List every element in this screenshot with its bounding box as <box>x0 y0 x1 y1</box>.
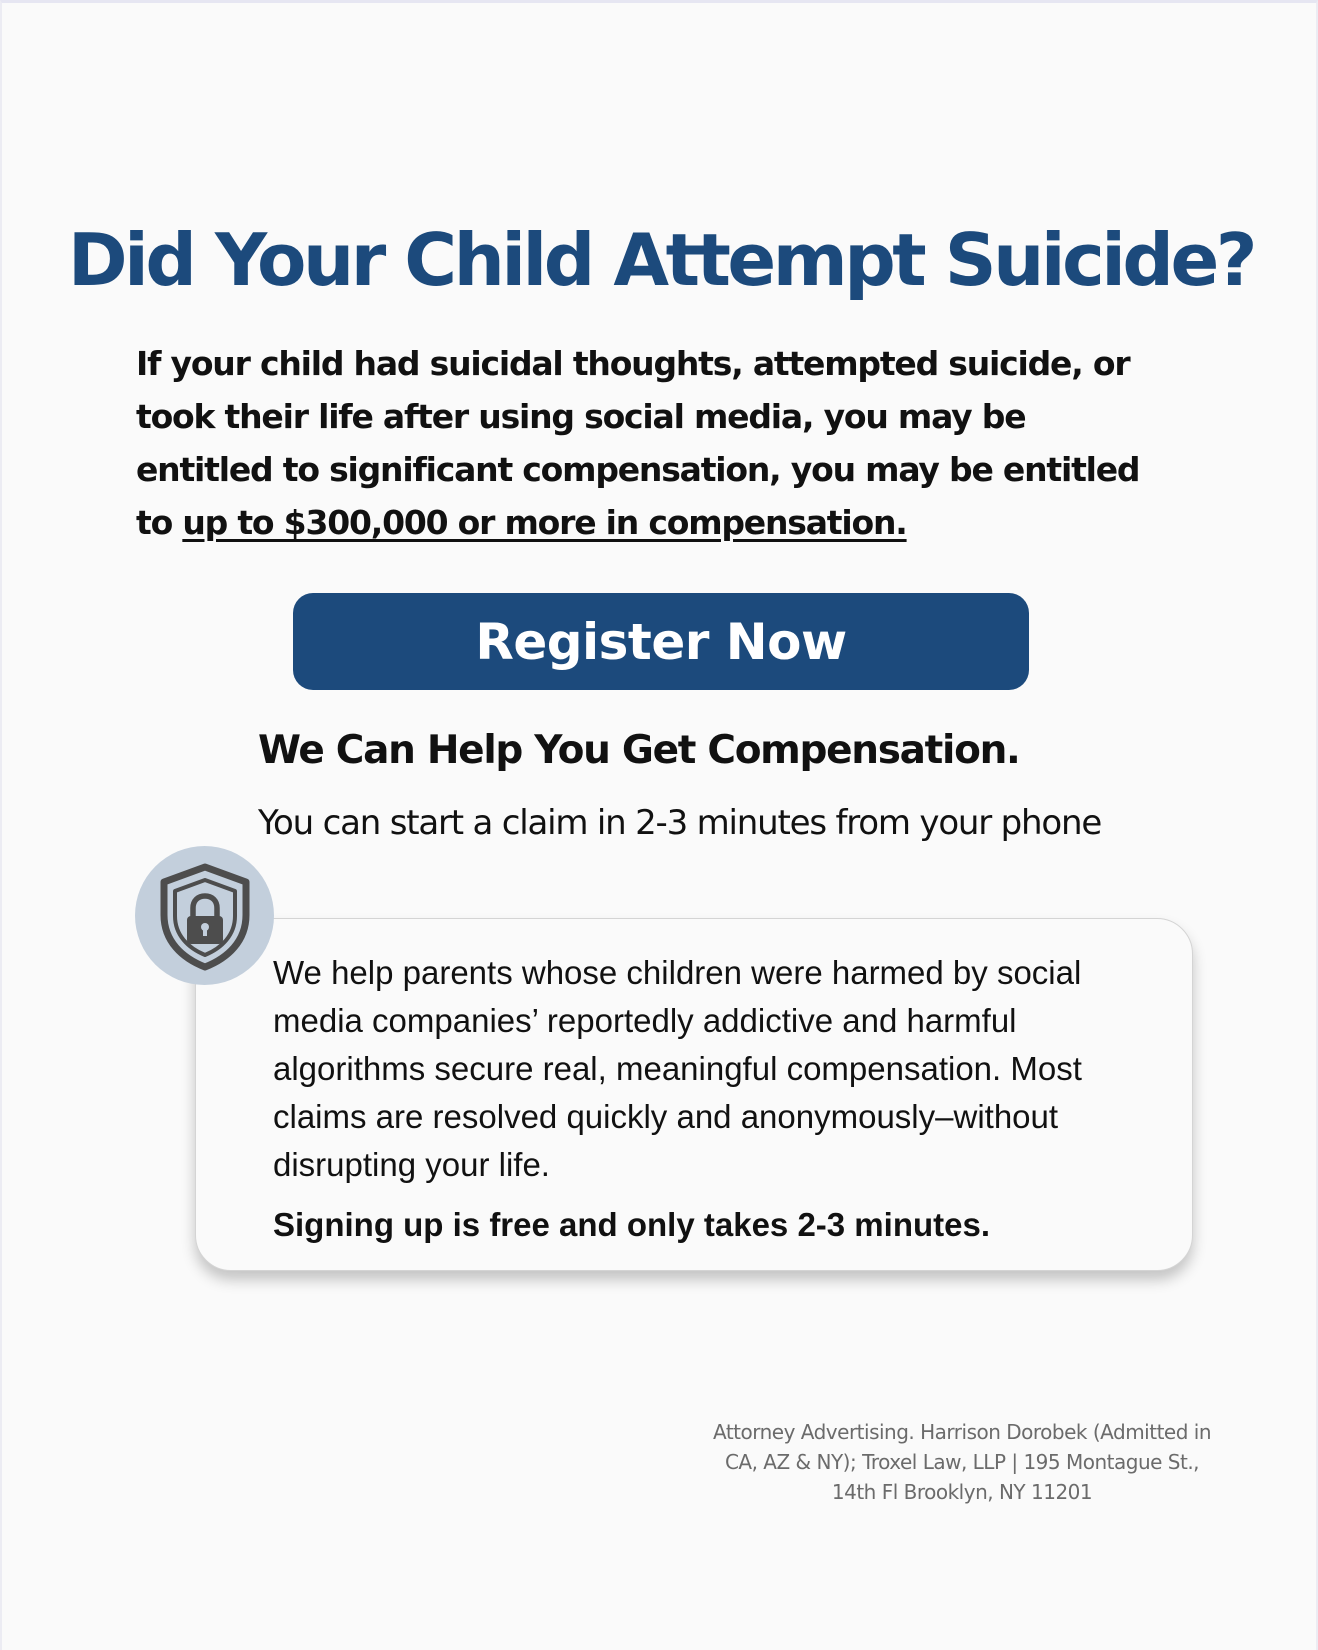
info-card-body: We help parents whose children were harmed by social media companies’ reportedly addictive and harmful algorithms secure real, meaningful compensation. Most claims are resolved quickly and anonymously–without disrupting your life. <box>273 954 1082 1183</box>
info-card <box>195 918 1193 1271</box>
intro-paragraph <box>136 337 1166 549</box>
subline: You can start a claim in 2-3 minutes from your phone <box>258 803 1102 843</box>
register-now-button[interactable]: Register Now <box>293 593 1029 690</box>
shield-badge <box>135 846 274 985</box>
headline: Did Your Child Attempt Suicide? <box>67 218 1255 302</box>
compensation-highlight: up to $300,000 or more in compensation. <box>182 503 907 542</box>
subheading: We Can Help You Get Compensation. <box>258 728 1020 773</box>
attorney-disclaimer: Attorney Advertising. Harrison Dorobek (Admitted in CA, AZ & NY); Troxel Law, LLP | 195 Montague St., 14th Fl Brooklyn, NY 11201 <box>712 1420 1211 1504</box>
info-card-cta: Signing up is free and only takes 2-3 minutes. <box>273 1206 990 1243</box>
shield-lock-icon <box>156 861 254 971</box>
intro-text: If your child had suicidal thoughts, attempted suicide, or took their life after using social media, you may be entitled to significant compensation, you may be entitled to <box>136 344 1140 542</box>
